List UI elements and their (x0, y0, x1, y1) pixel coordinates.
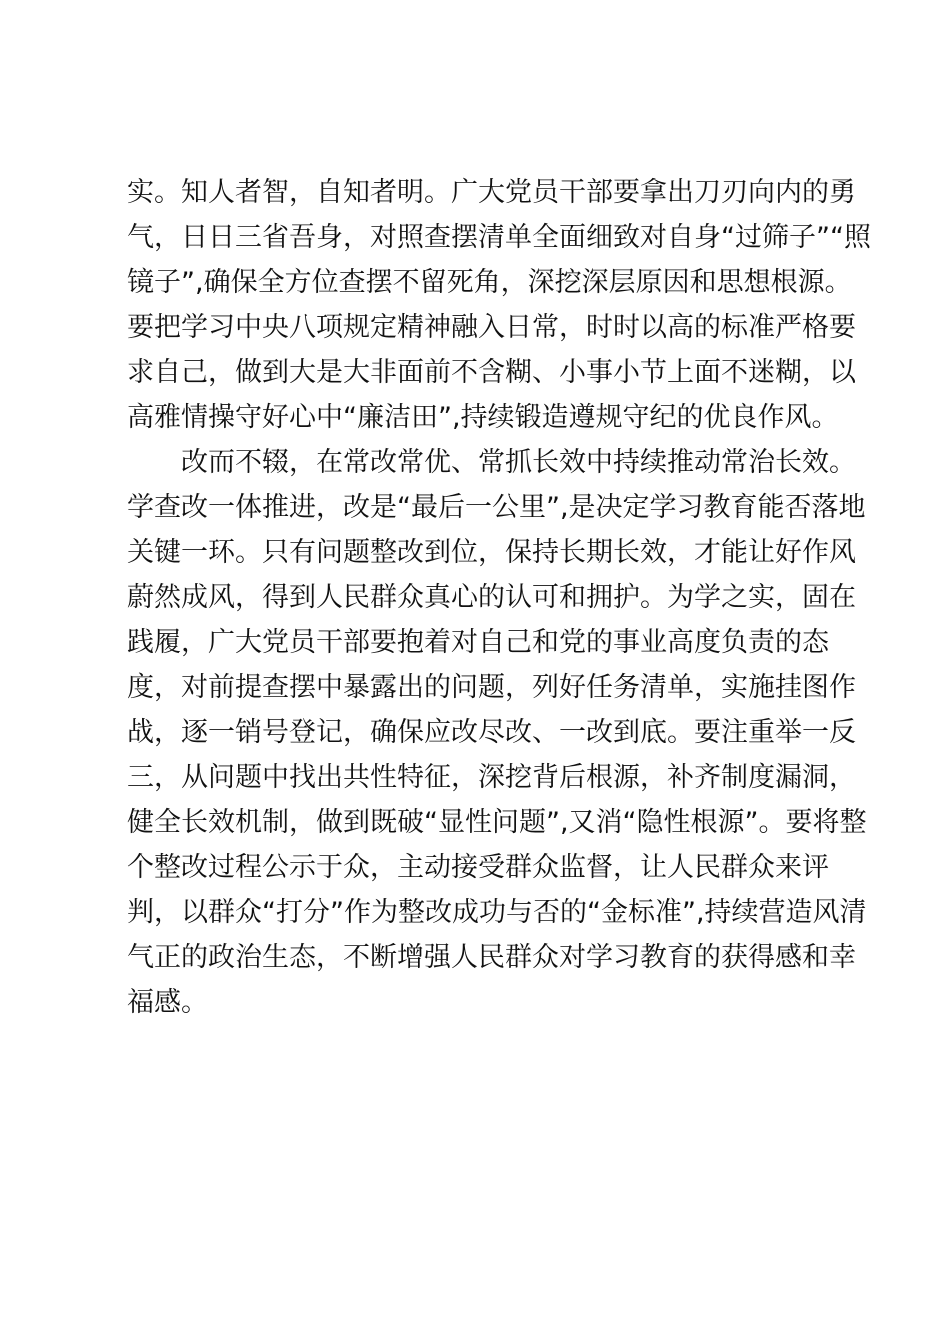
text-line: 战，逐一销号登记，确保应改尽改、一改到底。要注重举一反 (127, 717, 856, 748)
text-line: 要把学习中央八项规定精神融入日常，时时以高的标准严格要 (127, 312, 856, 343)
text-line: 关键一环。只有问题整改到位，保持长期长效，才能让好作风 (127, 537, 856, 568)
text-line: 求自己，做到大是大非面前不含糊、小事小节上面不迷糊，以 (127, 357, 856, 388)
text-line: 判，以群众“打分”作为整改成功与否的“金标准”,持续营造风清 (127, 897, 867, 928)
text-line: 度，对前提查摆中暴露出的问题，列好任务清单，实施挂图作 (127, 672, 856, 703)
text-line: 气，日日三省吾身，对照查摆清单全面细致对自身“过筛子”“照 (127, 222, 871, 253)
text-line: 蔚然成风，得到人民群众真心的认可和拥护。为学之实，固在 (127, 582, 856, 613)
text-line: 健全长效机制，做到既破“显性问题”,又消“隐性根源”。要将整 (127, 807, 867, 838)
text-line: 福感。 (127, 987, 208, 1018)
text-line: 高雅情操守好心中“廉洁田”,持续锻造遵规守纪的优良作风。 (127, 402, 839, 433)
text-line: 学查改一体推进，改是“最后一公里”,是决定学习教育能否落地 (127, 492, 866, 523)
text-line: 气正的政治生态，不断增强人民群众对学习教育的获得感和幸 (127, 942, 856, 973)
paragraph-first-line: 改而不辍，在常改常优、常抓长效中持续推动常治长效。 (181, 447, 856, 478)
text-line: 个整改过程公示于众，主动接受群众监督，让人民群众来评 (127, 852, 829, 883)
document-body (127, 170, 871, 1025)
text-line: 三，从问题中找出共性特征，深挖背后根源，补齐制度漏洞， (127, 762, 856, 793)
text-line: 镜子”,确保全方位查摆不留死角，深挖深层原因和思想根源。 (127, 267, 852, 298)
text-line: 实。知人者智，自知者明。广大党员干部要拿出刀刃向内的勇 (127, 177, 856, 208)
text-line: 践履，广大党员干部要抱着对自己和党的事业高度负责的态 (127, 627, 829, 658)
